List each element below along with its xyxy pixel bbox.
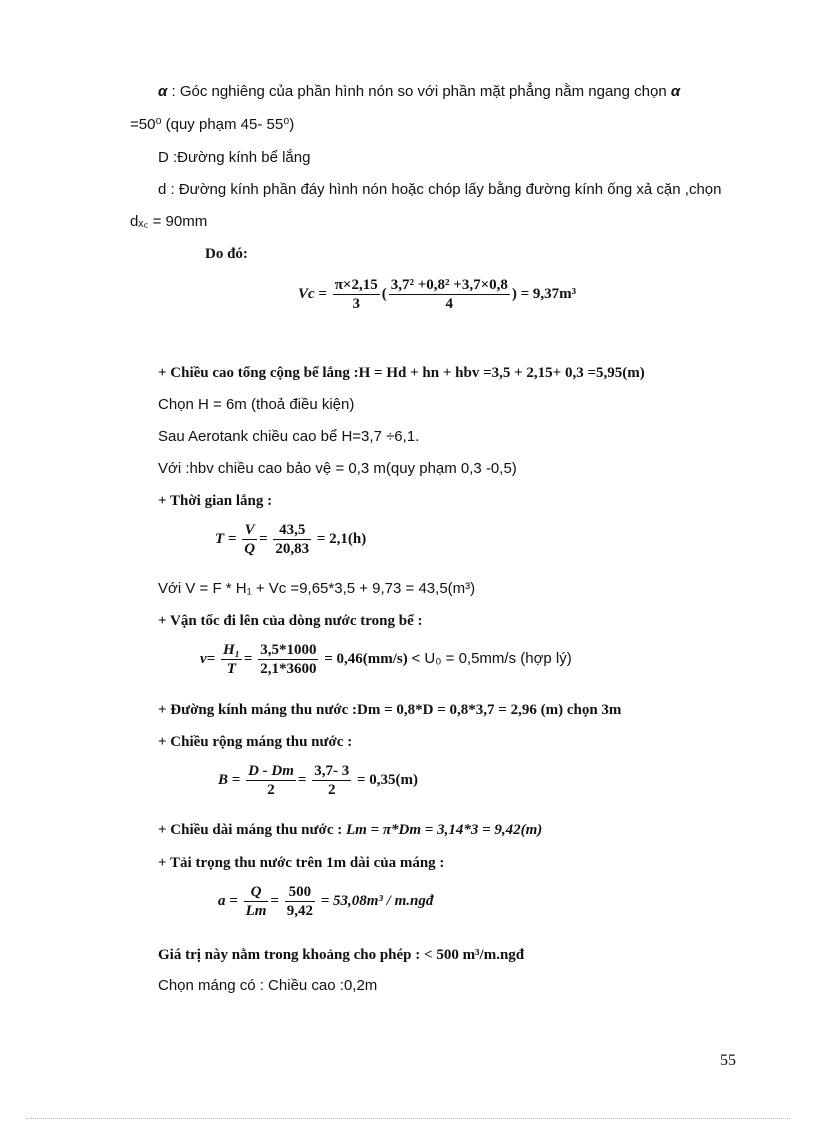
allowed-range: Giá trị này nằm trong khoảng cho phép : < 500 m³/m.ngđ: [158, 947, 525, 963]
settle-time-label: + Thời gian lắng :: [158, 493, 273, 509]
t-equation: T = $\frac{V}{Q}$ = $\frac{43,5}{20,83}$ = 2,1(h): [215, 522, 367, 557]
alpha-definition: α : Góc nghiêng của phần hình nón so với phần mặt phẳng nằm ngang chọn α: [158, 83, 681, 100]
after-aerotank: Sau Aerotank chiều cao bể H=3,7 ÷6,1.: [158, 428, 420, 445]
load-label: + Tải trọng thu nước trên 1m dài của máng :: [158, 855, 445, 871]
page-number: 55: [720, 1052, 736, 1069]
vc-equation: Vc = $\frac{\pi\times 2,15}{3}$ ( $\frac{\text{3,7² +0,8² +3,7×0,8}}{4}$ ) = 9,37m³: [298, 277, 577, 312]
trough-width-label: + Chiều rộng máng thu nước :: [158, 734, 353, 750]
width-equation: B = $\frac{D - Dm}{2}$ = $\frac{3,7- 3}{2}$ = 0,35(m): [218, 763, 418, 798]
hbv-note: Với :hbv chiều cao bảo vệ = 0,3 m(quy phạm 0,3 -0,5): [158, 460, 517, 477]
trough-length: + Chiều dài máng thu nước : Lm = π*Dm = 3,14*3 = 9,42(m): [158, 822, 543, 838]
d-xc-value: dₓ꜀ = 90mm: [130, 213, 208, 230]
do-do-label: Do đó:: [205, 246, 248, 262]
v-formula: Với V = F * H₁ + Vc =9,65*3,5 + 9,73 = 43,5(m³): [158, 580, 476, 597]
alpha-value: =50⁰ (quy phạm 45- 55⁰): [130, 116, 295, 133]
vc-fraction-1: $\frac{\pi\times 2,15}{3}$: [334, 277, 378, 312]
trough-diameter: + Đường kính máng thu nước :Dm = 0,8*D = 0,8*3,7 = 2,96 (m) chọn 3m: [158, 702, 622, 718]
choose-trough: Chọn máng có : Chiều cao :0,2m: [158, 977, 378, 994]
velocity-label: + Vận tốc đi lên của dòng nước trong bể :: [158, 613, 423, 629]
load-equation: a = $\frac{Q}{Lm}$ = $\frac{500}{9,42}$ = 53,08m³ / m.ngđ: [218, 884, 434, 919]
velocity-equation: v= $\frac{\text{H₁}}{T}$ = $\frac{3,5*1000}{2,1*3600}$ = 0,46(mm/s) < U₀ = 0,5mm/s (hợp lý): [200, 642, 572, 677]
total-height: + Chiều cao tổng cộng bể lắng :H = Hd + hn + hbv =3,5 + 2,15+ 0,3 =5,95(m): [158, 365, 645, 381]
choose-height: Chọn H = 6m (thoả điều kiện): [158, 396, 355, 413]
footer-divider: [26, 1118, 790, 1119]
d-small-definition: d : Đường kính phần đáy hình nón hoặc chóp lấy bằng đường kính ống xả cặn ,chọn: [158, 181, 722, 198]
d-big-definition: D :Đường kính bể lắng: [158, 149, 311, 166]
vc-fraction-2: $\frac{\text{3,7² +0,8² +3,7×0,8}}{4}$: [390, 277, 508, 312]
